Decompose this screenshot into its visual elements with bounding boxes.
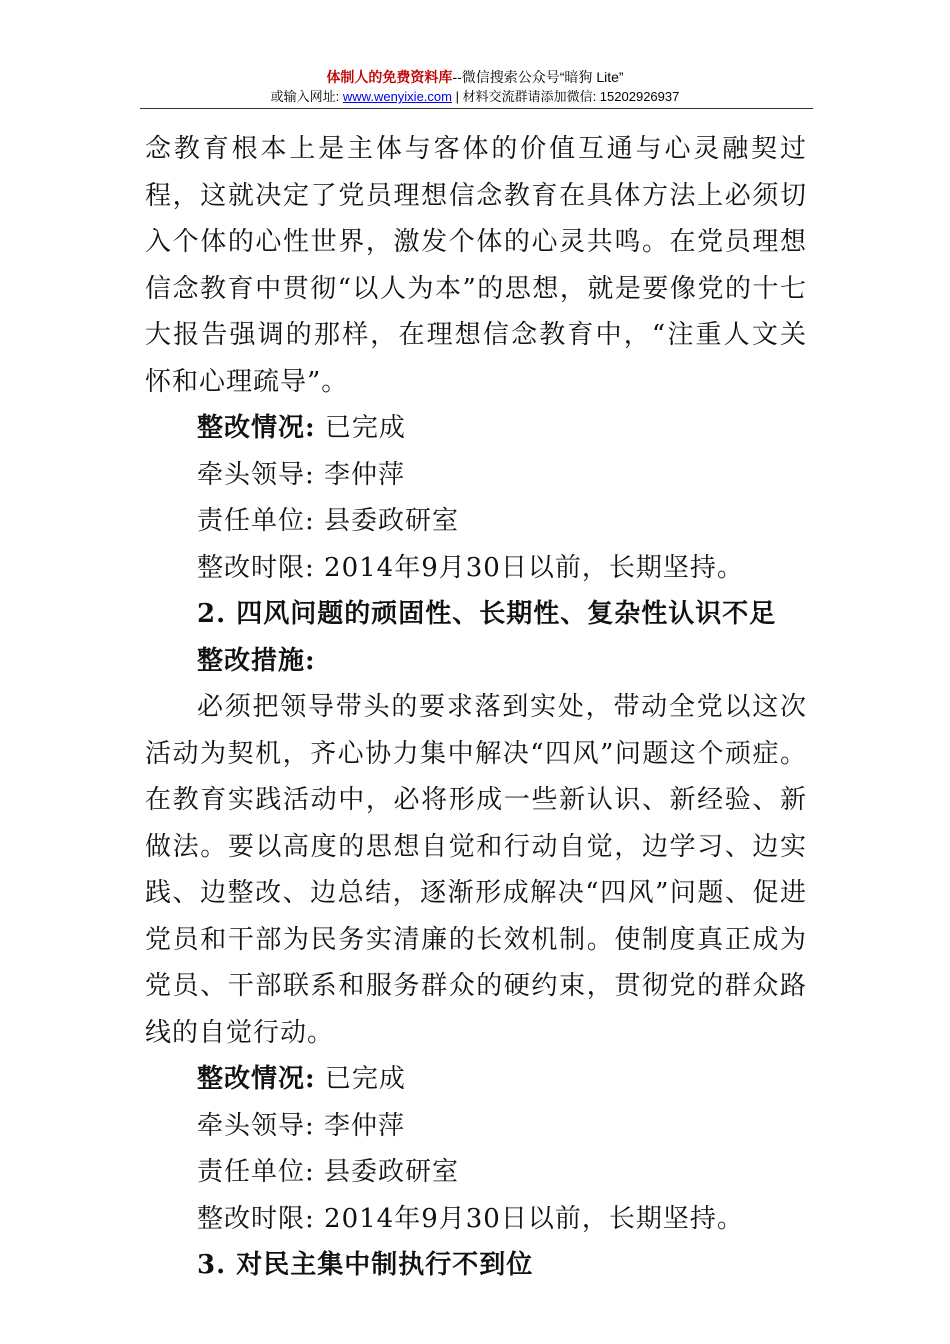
section2-deadline: 整改时限: 2014年9月30日以前，长期坚持。 <box>197 1203 744 1234</box>
header-line-1 <box>0 68 950 86</box>
section1-status <box>145 405 807 452</box>
section1-leader: 牵头领导: 李仲萍 <box>197 459 406 490</box>
page-header <box>0 68 950 105</box>
header-divider <box>140 108 813 109</box>
section2-status-value: 已完成 <box>315 1064 406 1094</box>
section2-unit: 责任单位: 县委政研室 <box>197 1157 460 1187</box>
section1-status-label: 整改情况: <box>197 413 316 443</box>
header-url-prefix: 或输入网址: <box>270 89 343 104</box>
header-url-suffix: | 材料交流群请添加微信: 15202926937 <box>451 89 680 104</box>
paragraph-1: 念教育根本上是主体与客体的价值互通与心灵融契过程，这就决定了党员理想信念教育在具体方法上必须切入个体的心性世界，激发个体的心灵共鸣。在党员理想信念教育中贯彻“以人为本”的思想，就是要像党的十七大报告强调的那样，在理想信念教育中，“注重人文关怀和心理疏导”。 <box>145 134 807 397</box>
heading-3: 3. 对民主集中制执行不到位 <box>197 1250 534 1280</box>
section1-unit: 责任单位: 县委政研室 <box>197 506 460 536</box>
section1-status-value: 已完成 <box>315 413 406 443</box>
header-tagline: --微信搜索公众号“暗狗 Lite” <box>452 69 624 85</box>
header-url-link[interactable]: www.wenyixie.com <box>342 89 452 104</box>
section2-status-label: 整改情况: <box>197 1064 316 1094</box>
section2-leader: 牵头领导: 李仲萍 <box>197 1110 406 1141</box>
paragraph-2: 必须把领导带头的要求落到实处，带动全党以这次活动为契机，齐心协力集中解决“四风”问题这个顽症。在教育实践活动中，必将形成一些新认识、新经验、新做法。要以高度的思想自觉和行动自觉，边学习、边实践、边整改、边总结，逐渐形成解决“四风”问题、促进党员和干部为民务实清廉的长效机制。使制度真正成为党员、干部联系和服务群众的硬约束，贯彻党的群众路线的自觉行动。 <box>145 692 807 1048</box>
header-line-2 <box>0 88 950 105</box>
document-body <box>145 126 807 1289</box>
measures-label: 整改措施: <box>197 645 316 676</box>
section2-status <box>145 1056 807 1103</box>
heading-2: 2. 四风问题的顽固性、长期性、复杂性认识不足 <box>197 599 777 629</box>
section1-deadline: 整改时限: 2014年9月30日以前，长期坚持。 <box>197 552 744 583</box>
header-brand: 体制人的免费资料库 <box>326 69 453 85</box>
